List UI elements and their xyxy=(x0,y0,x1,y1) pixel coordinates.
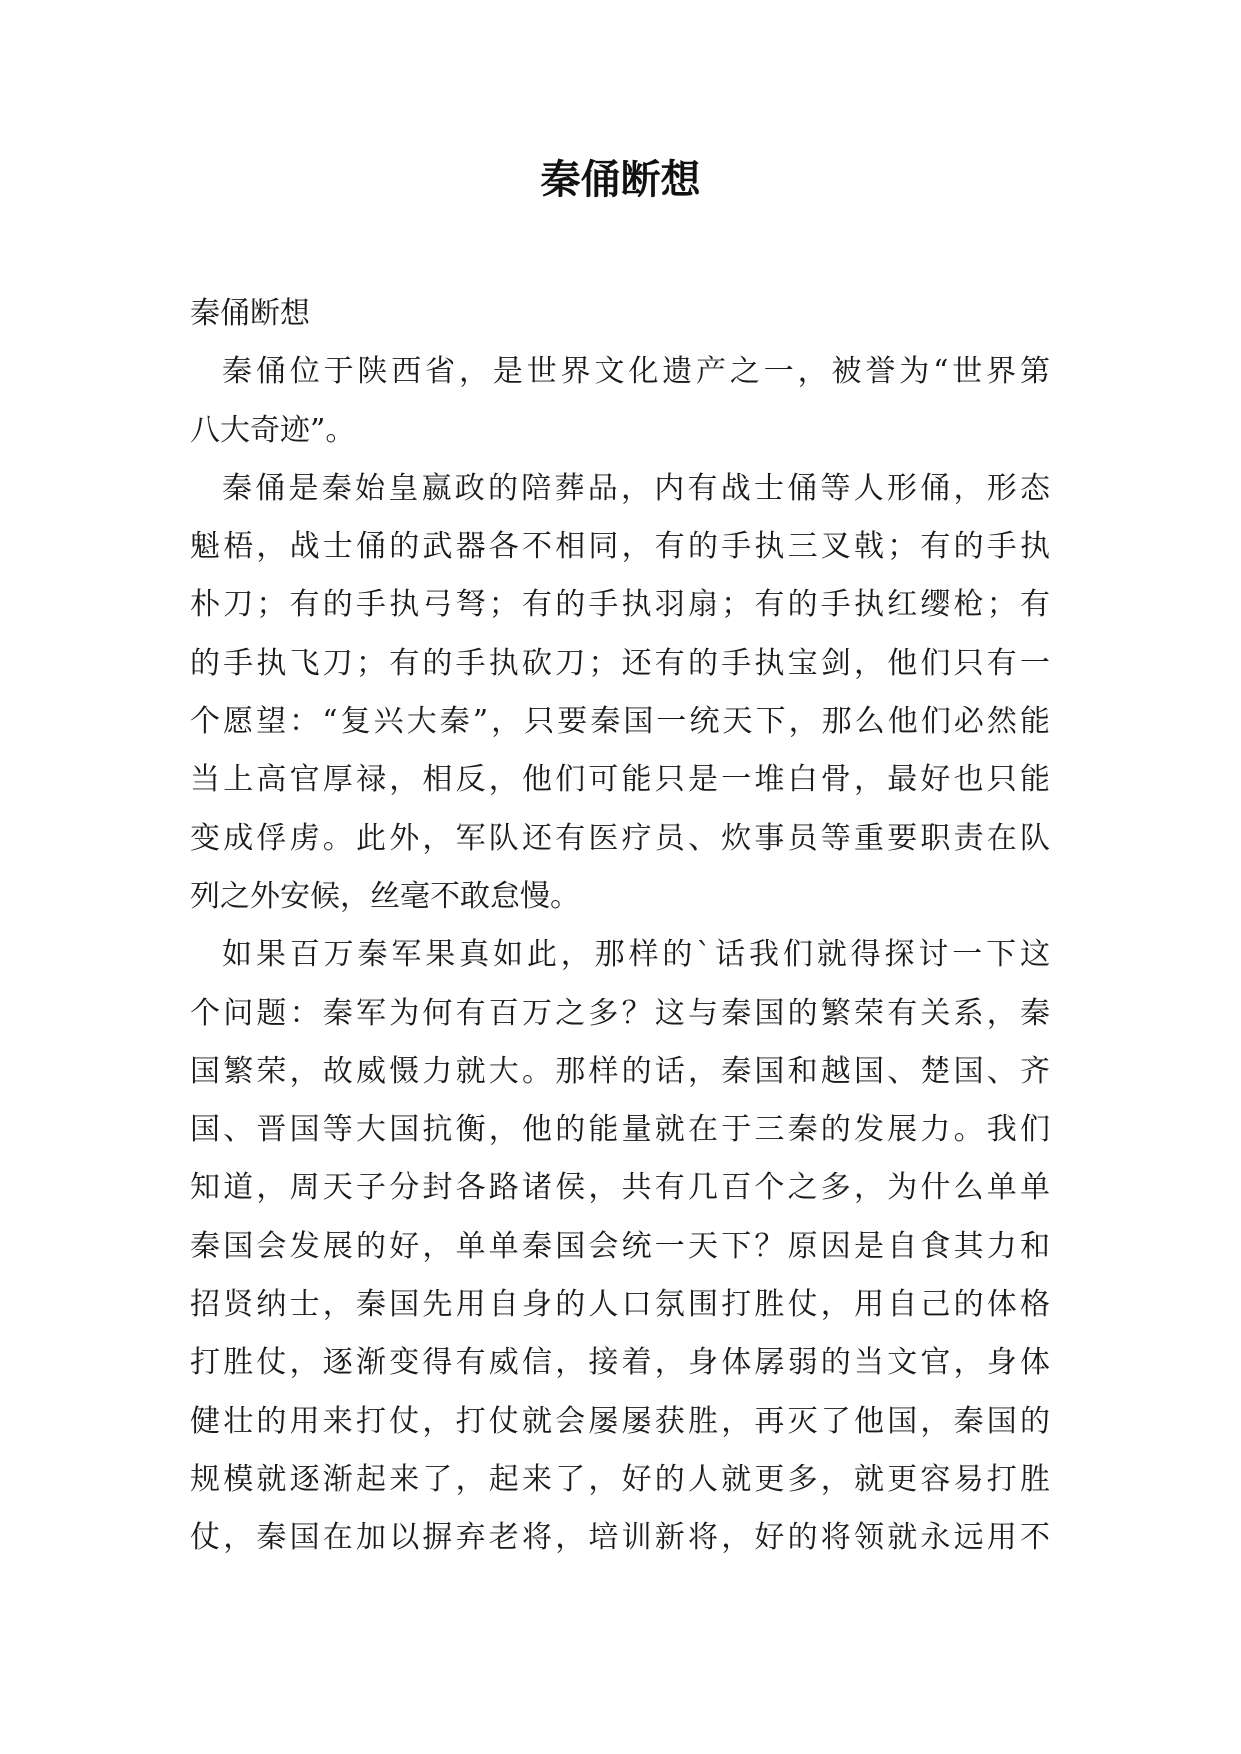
body-line: 秦俑位于陕西省，是世界文化遗产之一，被誉为“世界第 xyxy=(222,354,1050,390)
body-line: 招贤纳士，秦国先用自身的人口氛围打胜仗，用自己的体格 xyxy=(190,1287,1050,1323)
body-line: 变成俘虏。此外，军队还有医疗员、炊事员等重要职责在队 xyxy=(190,820,1050,856)
body-line: 当上高官厚禄，相反，他们可能只是一堆白骨，最好也只能 xyxy=(190,762,1050,798)
document-title: 秦俑断想 xyxy=(540,157,701,203)
body-line: 如果百万秦军果真如此，那样的`话我们就得探讨一下这 xyxy=(222,937,1050,973)
body-line: 秦国会发展的好，单单秦国会统一天下？原因是自食其力和 xyxy=(190,1228,1050,1264)
body-line: 的手执飞刀；有的手执砍刀；还有的手执宝剑，他们只有一 xyxy=(190,645,1050,681)
body-line: 八大奇迹”。 xyxy=(190,412,356,448)
body-line: 知道，周天子分封各路诸侯，共有几百个之多，为什么单单 xyxy=(190,1170,1050,1206)
document-body xyxy=(190,285,1050,1568)
body-line: 列之外安候，丝毫不敢怠慢。 xyxy=(190,878,580,914)
body-line: 国繁荣，故威慑力就大。那样的话，秦国和越国、楚国、齐 xyxy=(190,1053,1050,1089)
body-line: 个问题：秦军为何有百万之多？这与秦国的繁荣有关系，秦 xyxy=(190,995,1050,1031)
body-line: 秦俑断想 xyxy=(190,296,310,331)
body-line: 国、晋国等大国抗衡，他的能量就在于三秦的发展力。我们 xyxy=(190,1112,1050,1148)
body-line: 魁梧，战士俑的武器各不相同，有的手执三叉戟；有的手执 xyxy=(190,529,1050,565)
body-line: 仗，秦国在加以摒弃老将，培训新将，好的将领就永远用不 xyxy=(190,1520,1050,1556)
body-line: 规模就逐渐起来了，起来了，好的人就更多，就更容易打胜 xyxy=(190,1461,1050,1497)
body-line: 秦俑是秦始皇嬴政的陪葬品，内有战士俑等人形俑，形态 xyxy=(222,470,1050,506)
body-line: 健壮的用来打仗，打仗就会屡屡获胜，再灭了他国，秦国的 xyxy=(190,1403,1050,1439)
body-line: 朴刀；有的手执弓弩；有的手执羽扇；有的手执红缨枪；有 xyxy=(190,587,1050,623)
body-line: 打胜仗，逐渐变得有威信，接着，身体孱弱的当文官，身体 xyxy=(190,1345,1050,1381)
body-line: 个愿望：“复兴大秦”，只要秦国一统天下，那么他们必然能 xyxy=(190,704,1050,740)
